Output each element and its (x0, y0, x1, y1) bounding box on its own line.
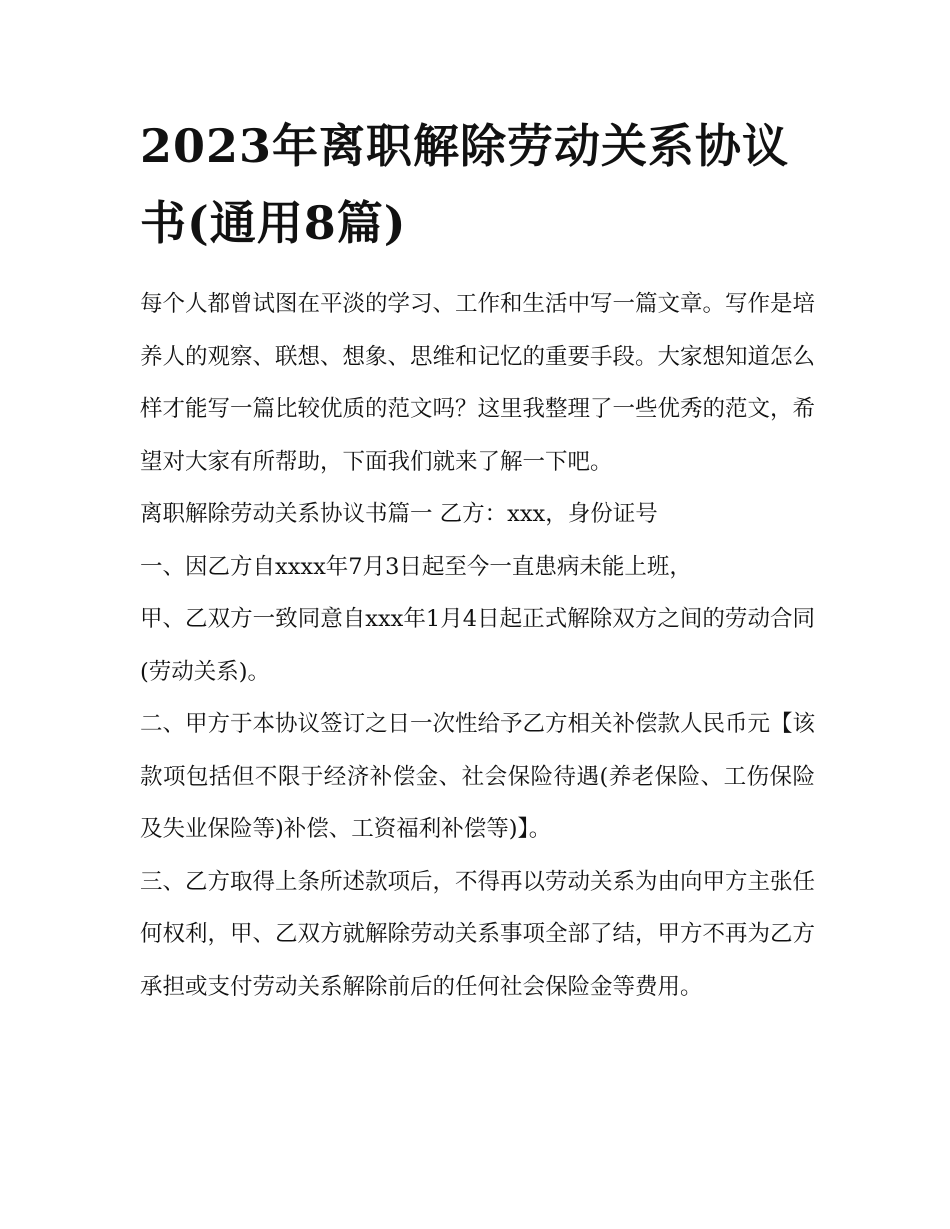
section-heading-line: 离职解除劳动关系协议书篇一 乙方：xxx，身份证号 (140, 501, 658, 527)
intro-paragraph: 每个人都曾试图在平淡的学习、工作和生活中写一篇文章。写作是培养人的观察、联想、想象、思维和记忆的重要手段。大家想知道怎么样才能写一篇比较优质的范文吗？这里我整理了一些优秀的范文，希望对大家有所帮助，下面我们就来了解一下吧。 (140, 291, 816, 475)
clause-two: 二、甲方于本协议签订之日一次性给予乙方相关补偿款人民币元【该款项包括但不限于经济补偿金、社会保险待遇(养老保险、工伤保险及失业保险等)补偿、工资福利补偿等)】。 (140, 711, 816, 842)
clause-one-line: 一、因乙方自xxxx年7月3日起至今一直患病未能上班， (140, 553, 692, 580)
document-page (140, 108, 815, 1013)
clause-three: 三、乙方取得上条所述款项后，不得再以劳动关系为由向甲方主张任何权利，甲、乙双方就解除劳动关系事项全部了结，甲方不再为乙方承担或支付劳动关系解除前后的任何社会保险金等费用。 (140, 868, 816, 1000)
document-title: 2023年离职解除劳动关系协议书(通用8篇) (140, 119, 790, 250)
clause-one-continued: 甲、乙双方一致同意自xxx年1月4日起正式解除双方之间的劳动合同(劳动关系)。 (140, 606, 815, 685)
document-body (140, 278, 815, 1013)
